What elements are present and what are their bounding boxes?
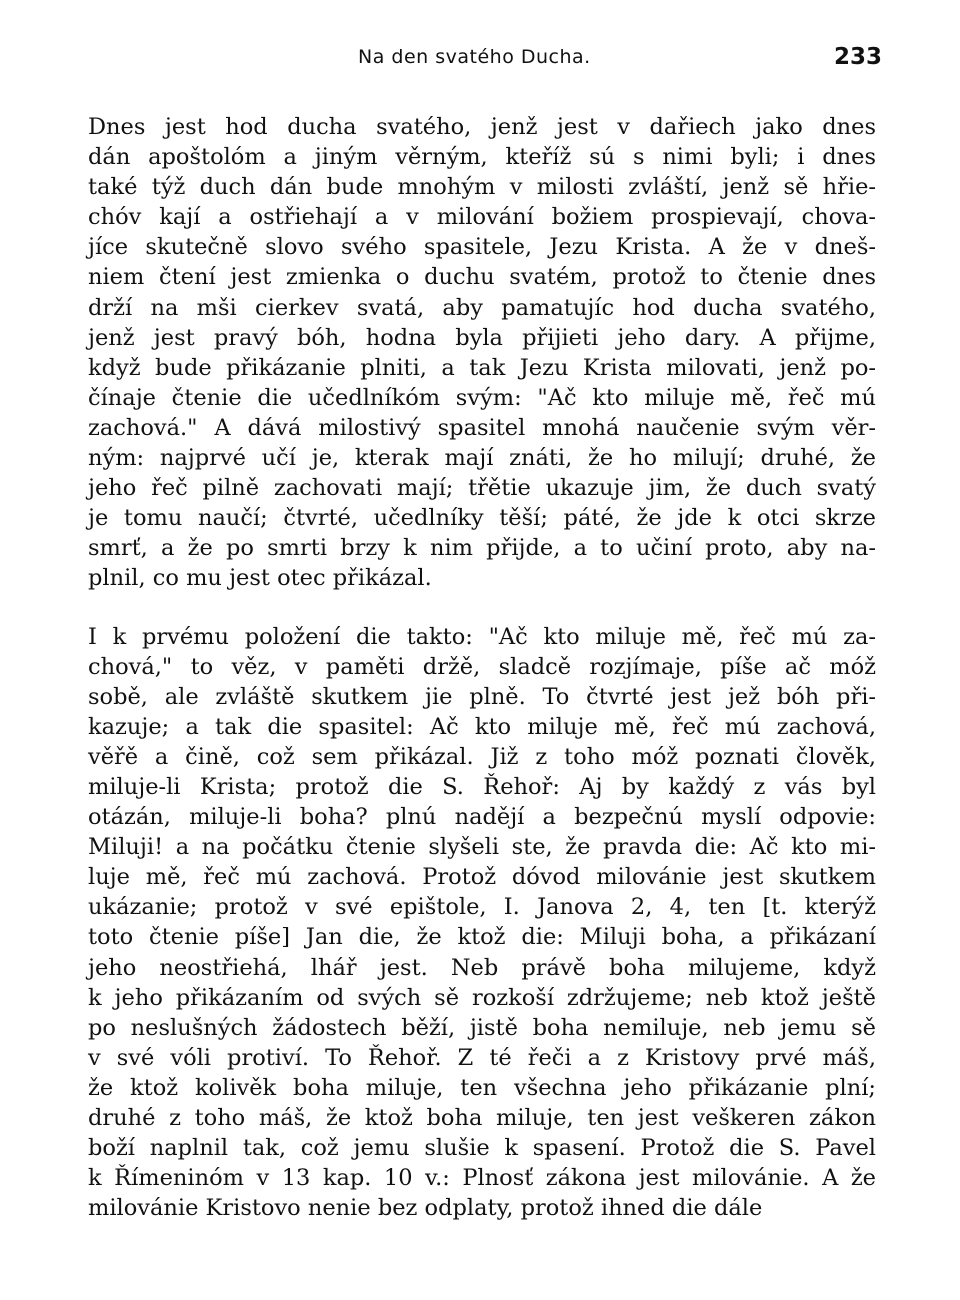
text-line: jenž jest pravý bóh, hodna byla přijieti jeho dary. A přijme, (88, 324, 876, 351)
text-line: je tomu naučí; čtvrté, učedlníky těší; páté, že jde k otci skrze (88, 505, 876, 532)
text-line: po neslušných žádostech běží, jistě boha nemiluje, neb jemu sě (88, 1014, 876, 1041)
text-line: jeho neostřiehá, lhář jest. Neb právě boha milujeme, když (88, 954, 876, 981)
text-line: také týž duch dán bude mnohým v milosti zvláští, jenž sě hřie- (88, 174, 876, 201)
text-line: zachová." A dává milostivý spasitel mnohá naučenie svým věr- (88, 414, 876, 441)
text-line: jeho řeč pilně zachovati mají; třětie ukazuje jim, že duch svatý (88, 475, 876, 502)
text-line: dán apoštolóm a jiným věrným, kteříž sú s nimi byli; i dnes (88, 144, 876, 171)
text-line: jíce skutečně slovo svého spasitele, Jezu Krista. A že v dneš- (88, 234, 876, 261)
text-line: drží na mši cierkev svatá, aby pamatujíc hod ducha svatého, (88, 294, 876, 321)
running-title: Na den svatého Ducha. (358, 46, 591, 68)
text-line: chová," to věz, v paměti držě, sladcě rozjímaje, píše ač móž (88, 653, 876, 680)
text-line: že ktož kolivěk boha miluje, ten všechna jeho přikázanie plní; (88, 1074, 876, 1101)
text-line: smrť, a že po smrti brzy k nim přijde, a to učiní proto, aby na- (88, 535, 876, 562)
text-line: ukázanie; protož v své epištole, I. Janova 2, 4, ten [t. kterýž (88, 894, 876, 921)
text-line: luje mě, řeč mú zachová. Protož dóvod milovánie jest skutkem (88, 864, 876, 891)
text-line: v své vóli protiví. To Řehoř. Z té řeči a z Kristovy prvé máš, (88, 1044, 876, 1071)
text-line: otázán, miluje-li boha? plnú nadějí a bezpečnú myslí odpovie: (88, 804, 876, 831)
text-line: když bude přikázanie plniti, a tak Jezu Krista milovati, jenž po- (88, 354, 876, 381)
text-line: Miluji! a na počátku čtenie slyšeli ste, že pravda die: Ač kto mi- (88, 834, 876, 861)
text-line: k jeho přikázaním od svých sě rozkoší zdržujeme; neb ktož ještě (88, 984, 876, 1011)
text-line: sobě, ale zvláště skutkem jie plně. To čtvrté jest jež bóh při- (88, 683, 876, 710)
text-line: čínaje čtenie die učedlníkóm svým: "Ač kto miluje mě, řeč mú (88, 384, 876, 411)
text-line: toto čtenie píše] Jan die, že ktož die: Miluji boha, a přikázaní (88, 924, 876, 951)
text-line: Dnes jest hod ducha svatého, jenž jest v dařiech jako dnes (88, 114, 876, 140)
page-number: 233 (834, 44, 883, 70)
text-line: druhé z toho máš, že ktož boha miluje, ten jest veškeren zákon (88, 1105, 876, 1131)
text-line: věřě a čině, což sem přikázal. Již z toho móž poznati člověk, (88, 743, 876, 770)
text-line: ným: najprvé učí je, kterak mají znáti, že ho milují; druhé, že (88, 445, 876, 472)
body-text (88, 112, 876, 1223)
text-line: plnil, co mu jest otec přikázal. (88, 565, 432, 592)
text-line: k Římeninóm v 13 kap. 10 v.: Plnosť zákona jest milovánie. A že (88, 1165, 876, 1192)
text-line: boží naplnil tak, což jemu slušie k spasení. Protož die S. Pavel (88, 1135, 876, 1162)
text-line: kazuje; a tak die spasitel: Ač kto miluje mě, řeč mú zachová, (88, 713, 876, 740)
text-line: miluje-li Krista; protož die S. Řehoř: Aj by každý z vás byl (88, 773, 876, 800)
text-line: I k prvému položení die takto: "Ač kto miluje mě, řeč mú za- (88, 623, 876, 650)
running-header (0, 44, 960, 76)
paragraph (88, 622, 876, 1224)
text-line: milovánie Kristovo nenie bez odplaty, protož ihned die dále (88, 1195, 763, 1222)
text-line: niem čtení jest zmienka o duchu svatém, protož to čtenie dnes (88, 264, 876, 291)
paragraph (88, 112, 876, 594)
text-line: chóv kají a ostřiehají a v milování božiem prospievají, chova- (88, 204, 876, 231)
